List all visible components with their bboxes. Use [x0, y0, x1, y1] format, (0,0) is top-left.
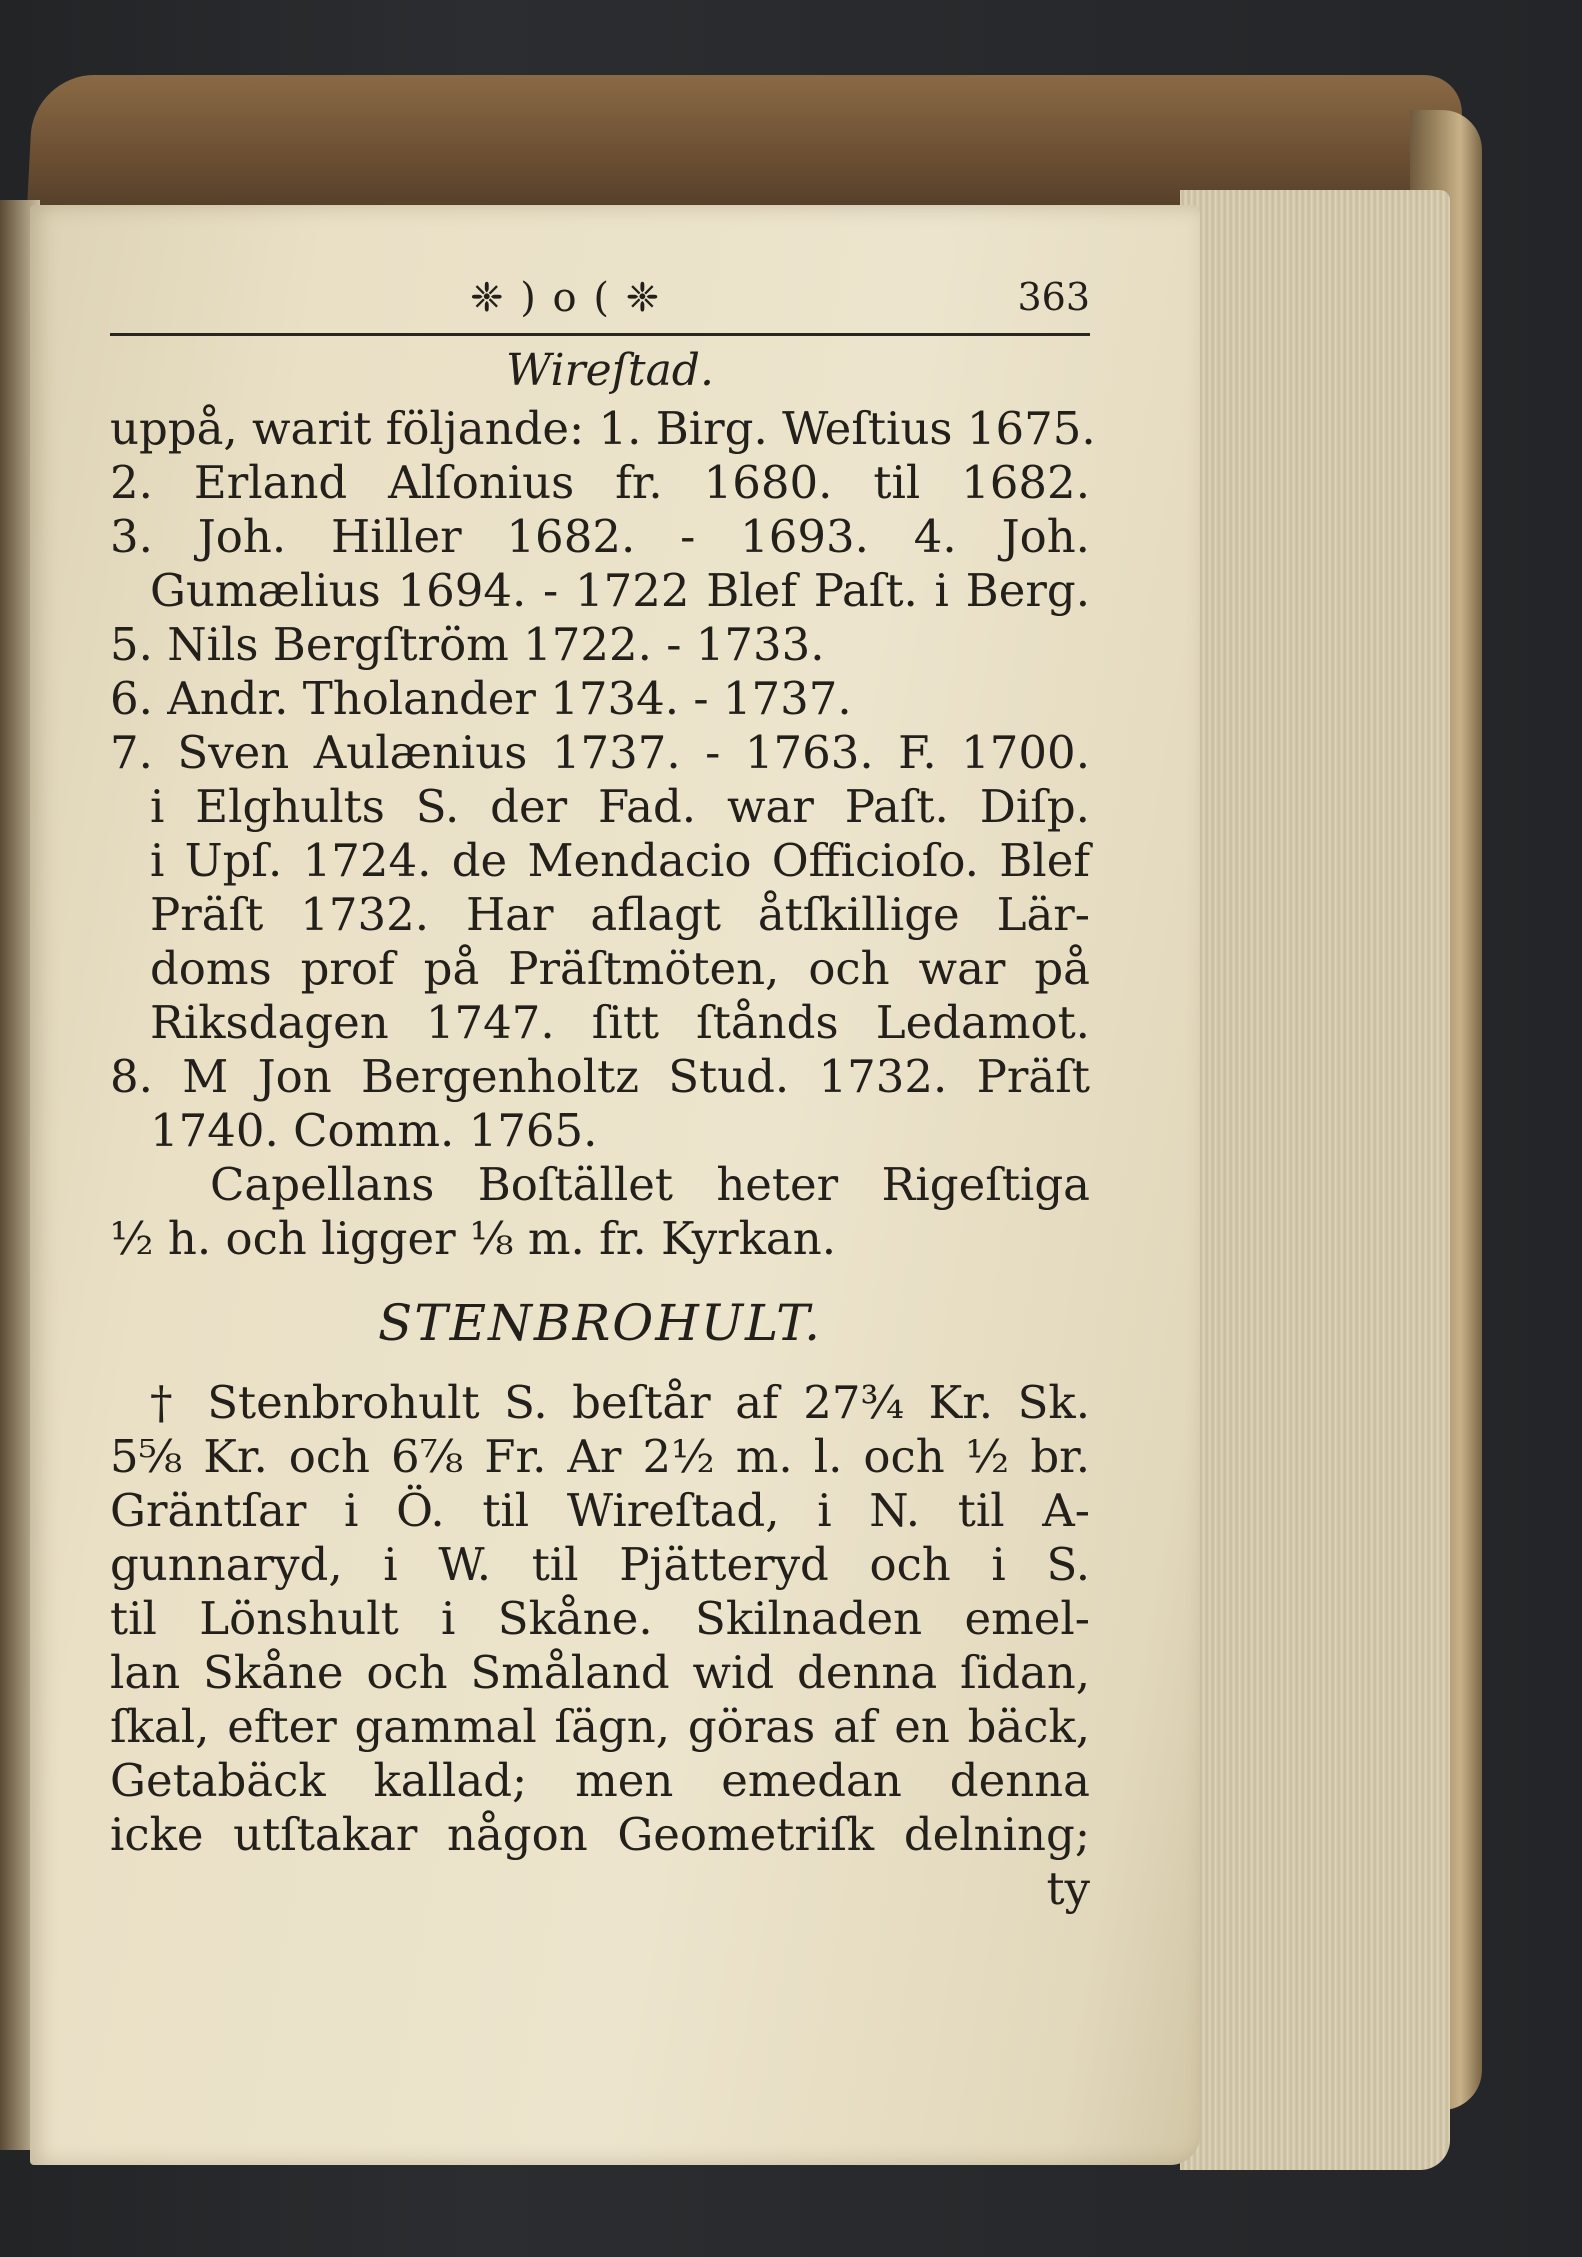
text-line: i Upſ. 1724. de Mendacio Officioſo. Blef — [150, 834, 1090, 887]
text-line: 8. M Jon Bergenholtz Stud. 1732. Präſt — [110, 1050, 1090, 1103]
text-line: doms prof på Präſtmöten, och war på — [150, 942, 1090, 995]
text-line: Riksdagen 1747. ſitt ſtånds Ledamot. — [150, 996, 1090, 1049]
text-line: gunnaryd, i W. til Pjätteryd och i S. — [110, 1538, 1090, 1591]
text-line: Präſt 1732. Har aflagt åtſkillige Lär‑ — [150, 888, 1090, 941]
text-line: Getabäck kallad; men emedan denna — [110, 1754, 1090, 1807]
catchword: ty — [1046, 1862, 1090, 1915]
page-header — [110, 275, 1090, 345]
text-line: lan Skåne och Småland wid denna ſidan, — [110, 1646, 1090, 1699]
text-line: 5. Nils Bergſtröm 1722. ‑ 1733. — [110, 618, 825, 671]
text-line: 1740. Comm. 1765. — [150, 1104, 598, 1157]
header-ornament: ❈ ) o ( ❈ — [470, 275, 662, 321]
page-text-block — [110, 275, 1096, 1916]
text-line: 3. Joh. Hiller 1682. ‑ 1693. 4. Joh. — [110, 510, 1090, 563]
section-heading: STENBROHULT. — [378, 1294, 822, 1352]
text-line: icke utſtakar någon Geometriſk delning; — [110, 1808, 1090, 1861]
page-number: 363 — [1017, 275, 1090, 319]
text-line: Capellans Boſtället heter Rigeſtiga — [210, 1158, 1090, 1211]
text-line: ſkal, efter gammal ſägn, göras af en bäck, — [110, 1700, 1090, 1753]
text-line: uppå, warit följande: 1. Birg. Weſtius 1675. — [110, 402, 1096, 455]
text-line: Gräntſar i Ö. til Wireſtad, i N. til A‑ — [110, 1484, 1090, 1537]
text-line: ½ h. och ligger ⅛ m. fr. Kyrkan. — [110, 1212, 837, 1265]
header-rule — [110, 333, 1090, 336]
text-line: 5⅝ Kr. och 6⅞ Fr. Ar 2½ m. l. och ½ br. — [110, 1430, 1090, 1483]
text-line: Gumælius 1694. ‑ 1722 Blef Paſt. i Berg. — [150, 564, 1090, 617]
book-page — [30, 205, 1200, 2165]
running-title: Wireſtad. — [506, 345, 714, 396]
text-line: 6. Andr. Tholander 1734. ‑ 1737. — [110, 672, 852, 725]
page-stack-edge — [1180, 190, 1450, 2170]
text-line: til Lönshult i Skåne. Skilnaden emel‑ — [110, 1592, 1090, 1645]
text-line: 2. Erland Alſonius fr. 1680. til 1682. — [110, 456, 1090, 509]
text-line: i Elghults S. der Fad. war Paſt. Diſp. — [150, 780, 1090, 833]
text-line: 7. Sven Aulænius 1737. ‑ 1763. F. 1700. — [110, 726, 1090, 779]
text-line: † Stenbrohult S. beſtår af 27¾ Kr. Sk. — [150, 1376, 1090, 1429]
